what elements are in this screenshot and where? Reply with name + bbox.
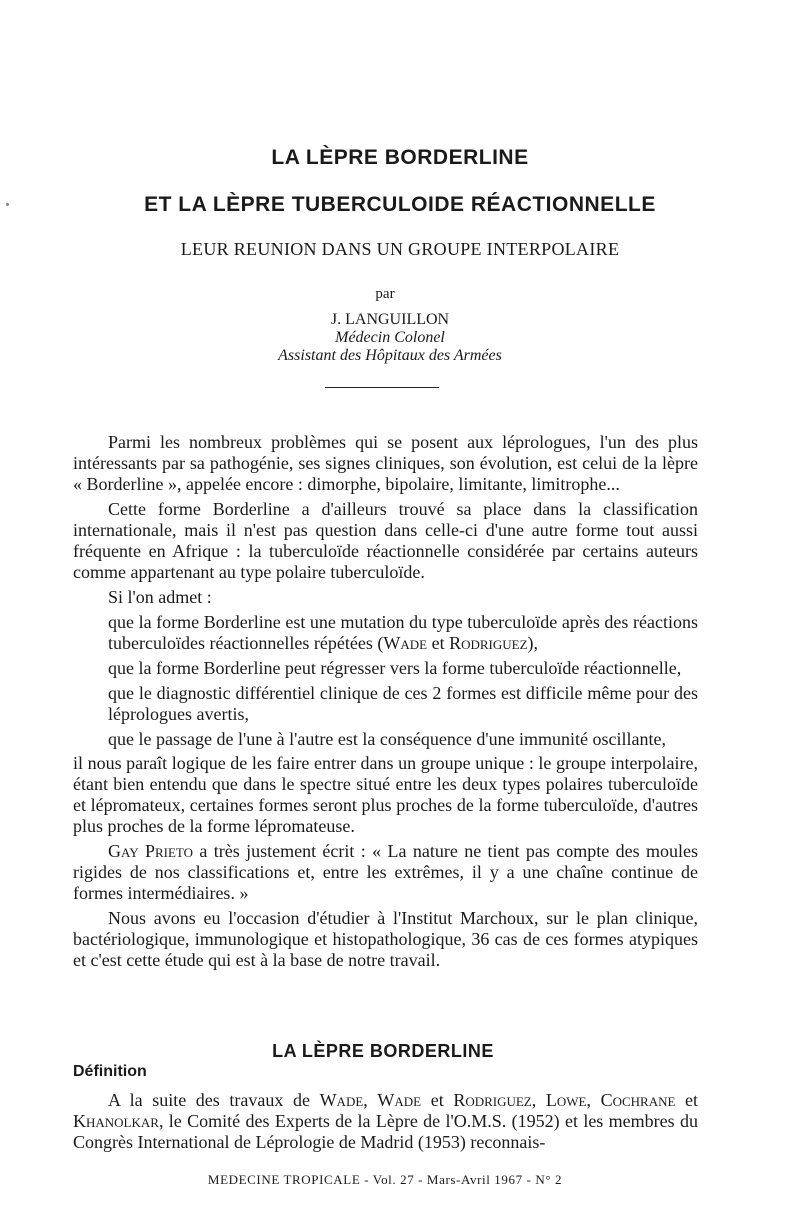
author-block: [260, 311, 520, 365]
intro-paragraph-6: Nous avons eu l'occasion d'étudier à l'Institut Marchoux, sur le plan clinique, bactériologique, immunologique et histopathologique, 36 cas de ces formes atypiques et c'est cette étude qui est à la base de notre travail.: [73, 908, 698, 970]
author-role-2: Assistant des Hôpitaux des Armées: [278, 347, 502, 364]
cited-author: Wade: [383, 633, 428, 653]
title-divider: [325, 387, 439, 388]
article-title-line-1: LA LÈPRE BORDERLINE: [271, 146, 529, 169]
definition-text: , le Comité des Experts de la Lèpre de l'O.M.S. (1952) et les membres du Congrès International de Léprologie de Madrid (1953) reconnais-: [73, 1111, 698, 1152]
connector-text: ,: [363, 1090, 378, 1110]
connector-text: ,: [586, 1090, 601, 1110]
premise-item-3: que le diagnostic différentiel clinique de ces 2 formes est difficile même pour des léprologues avertis,: [108, 683, 698, 724]
quote-text: a très justement écrit : « La nature ne tient pas compte des moules rigides de nos classifications et, entre les extrêmes, il y a une chaîne continue de formes intermédiaires. »: [73, 841, 698, 903]
premise-item-1-text: que la forme Borderline est une mutation du type tuberculoïde après des réactions tuberculoïdes réactionnelles répétées (: [108, 612, 698, 653]
connector-text: et: [421, 1090, 454, 1110]
connector-text: ,: [531, 1090, 546, 1110]
byline-par: par: [375, 286, 395, 302]
definition-paragraph: [73, 1090, 698, 1153]
cited-author: Wade: [319, 1090, 364, 1110]
journal-footer: MEDECINE TROPICALE - Vol. 27 - Mars-Avril 1967 - N° 2: [207, 1172, 563, 1187]
connector-text: et: [675, 1090, 699, 1110]
cited-author: Rodriguez: [449, 633, 528, 653]
connector-text: et: [427, 633, 450, 653]
author-role-1: Médecin Colonel: [335, 329, 445, 346]
author-name: J. LANGUILLON: [330, 311, 450, 328]
article-title-line-2: ET LA LÈPRE TUBERCULOIDE RÉACTIONNELLE: [144, 193, 656, 216]
cited-author: Rodriguez: [453, 1090, 532, 1110]
cited-author: Khanolkar: [73, 1111, 159, 1131]
intro-paragraph-5: [73, 841, 698, 904]
intro-paragraph-4: il nous paraît logique de les faire entrer dans un groupe unique : le groupe interpolaire, étant bien entendu que dans le spectre situé entre les deux types polaires tuberculoïde et lépromateux, certaines formes seront plus proches de la forme tuberculoïde, d'autres plus proches de la forme lépromateuse.: [73, 753, 698, 836]
definition-text: A la suite des travaux de: [108, 1090, 320, 1110]
premise-item-2: que la forme Borderline peut régresser vers la forme tuberculoïde réactionnelle,: [108, 658, 682, 678]
cited-author: Lowe: [545, 1090, 587, 1110]
cited-author: Wade: [377, 1090, 422, 1110]
intro-paragraph-3: Si l'on admet :: [108, 587, 212, 607]
article-subtitle: LEUR REUNION DANS UN GROUPE INTERPOLAIRE: [180, 239, 620, 259]
premise-item-4: que le passage de l'une à l'autre est la conséquence d'une immunité oscillante,: [108, 729, 667, 749]
definition-body: [73, 1090, 698, 1153]
section-heading: LA LÈPRE BORDERLINE: [272, 1041, 494, 1061]
premise-item-1: [73, 612, 698, 654]
intro-paragraph-2: Cette forme Borderline a d'ailleurs trouvé sa place dans la classification internationale, mais il n'est pas question dans celle-ci d'une autre forme tout aussi fréquente en Afrique : la tuberculoïde réactionnelle considérée par certains auteurs comme appartenant au type polaire tuberculoïde.: [73, 499, 698, 582]
connector-text: ),: [527, 633, 539, 653]
intro-body: [73, 432, 698, 971]
cited-author: Cochrane: [600, 1090, 676, 1110]
intro-paragraph-1: Parmi les nombreux problèmes qui se posent aux léprologues, l'un des plus intéressants par sa pathogénie, ses signes cliniques, son évolution, est celui de la lèpre « Borderline », appelée encore : dimorphe, bipolaire, limitante, limitrophe...: [73, 432, 698, 494]
subsection-heading: Définition: [73, 1063, 147, 1080]
cited-author: Gay Prieto: [108, 841, 193, 861]
